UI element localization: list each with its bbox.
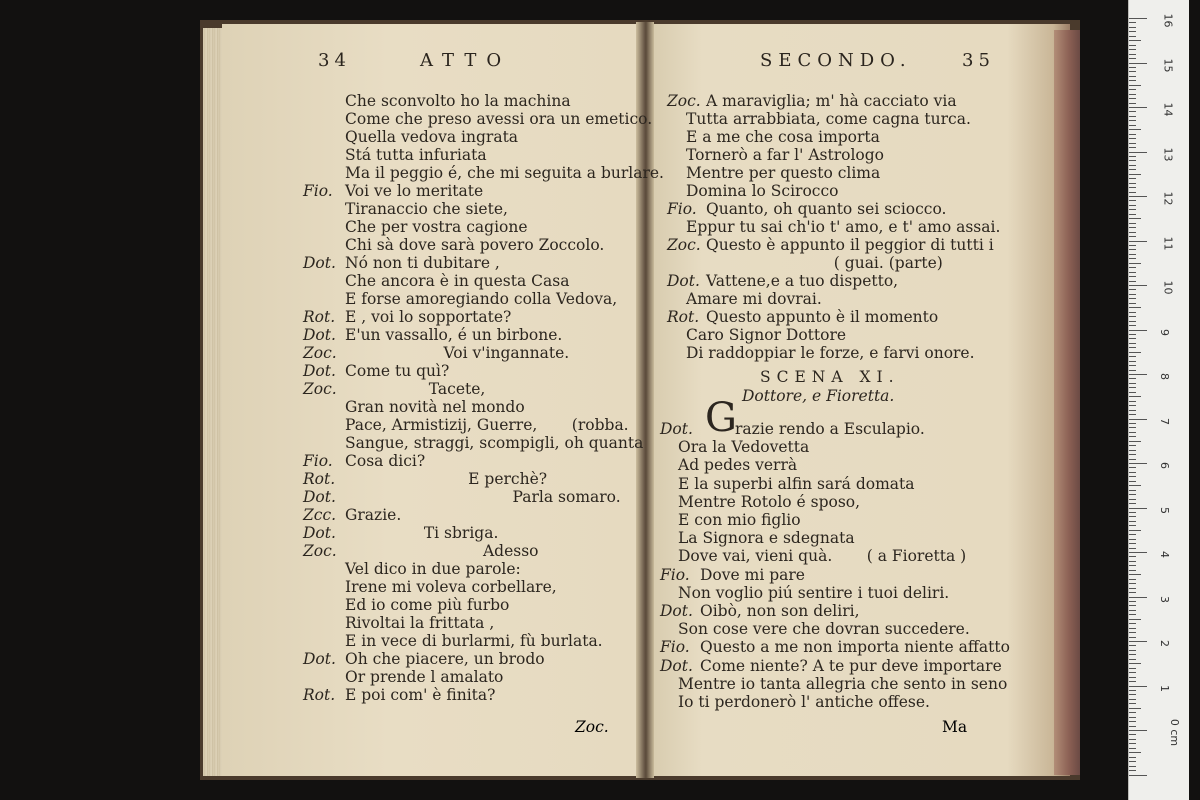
ruler-tick bbox=[1129, 405, 1136, 406]
verse-line: Vel dico in due parole: bbox=[345, 560, 521, 578]
ruler-tick bbox=[1129, 392, 1136, 393]
verse-line: Non voglio piú sentire i tuoi deliri. bbox=[678, 583, 950, 602]
ruler-tick bbox=[1129, 347, 1136, 348]
verse-line: Che per vostra cagione bbox=[345, 218, 528, 236]
ruler-tick bbox=[1129, 663, 1141, 664]
scene-characters: Dottore, e Fioretta. bbox=[742, 387, 895, 405]
ruler-tick bbox=[1129, 556, 1136, 557]
ruler-tick bbox=[1129, 178, 1136, 179]
verse-line: E , voi lo sopportate? bbox=[345, 308, 512, 326]
ruler-tick bbox=[1129, 183, 1136, 184]
speaker-label: Dot. bbox=[303, 488, 336, 506]
verse-line: Mentre io tanta allegria che sento in seno bbox=[678, 674, 1008, 693]
ruler-tick bbox=[1129, 717, 1136, 718]
verse-line: E'un vassallo, é un birbone. bbox=[345, 326, 563, 344]
ruler-tick bbox=[1129, 770, 1136, 771]
ruler-number: 11 bbox=[1161, 236, 1175, 250]
verse-line: Voi ve lo meritate bbox=[345, 182, 484, 200]
ruler-tick bbox=[1129, 686, 1147, 687]
verse-line: Son cose vere che dovran succedere. bbox=[678, 620, 970, 639]
ruler-tick bbox=[1129, 432, 1136, 433]
ruler-tick bbox=[1129, 263, 1141, 264]
ruler-number: 4 bbox=[1158, 551, 1171, 558]
verse-line: Ad pedes verrà bbox=[678, 456, 798, 475]
ruler-tick bbox=[1129, 352, 1141, 353]
ruler-number: 0 cm bbox=[1168, 718, 1182, 747]
ruler-tick bbox=[1129, 134, 1136, 135]
verse-line: Tutta arrabbiata, come cagna turca. bbox=[686, 110, 971, 128]
ruler-tick bbox=[1129, 534, 1136, 535]
verse-line: Come niente? A te pur deve importare bbox=[700, 656, 1002, 675]
right-page-number: 35 bbox=[962, 50, 995, 71]
ruler-number: 15 bbox=[1161, 58, 1175, 72]
ruler-tick bbox=[1129, 645, 1136, 646]
ruler-number: 16 bbox=[1161, 13, 1175, 28]
ruler-tick bbox=[1129, 619, 1141, 620]
verse-line: Irene mi voleva corbellare, bbox=[345, 578, 557, 596]
speaker-label: Rot. bbox=[303, 308, 336, 326]
verse-line: Nó non ti dubitare , bbox=[345, 254, 500, 272]
verse-line: Io ti perdonerò l' antiche offese. bbox=[678, 693, 930, 711]
speaker-label: Rot. bbox=[667, 308, 700, 326]
ruler-tick bbox=[1129, 436, 1136, 437]
verse-line: Parla somaro. bbox=[345, 488, 621, 506]
ruler-tick bbox=[1129, 316, 1136, 317]
ruler-tick bbox=[1129, 512, 1136, 513]
ruler-tick bbox=[1129, 387, 1136, 388]
verse-line: Ed io come più furbo bbox=[345, 596, 510, 614]
ruler-tick bbox=[1129, 570, 1136, 571]
ruler-tick bbox=[1129, 757, 1136, 758]
ruler-tick bbox=[1129, 539, 1136, 540]
ruler-tick bbox=[1129, 192, 1136, 193]
ruler-tick bbox=[1129, 677, 1136, 678]
verse-line: Tiranaccio che siete, bbox=[345, 200, 508, 218]
ruler-tick bbox=[1129, 103, 1136, 104]
ruler-tick bbox=[1129, 227, 1136, 228]
ruler-tick bbox=[1129, 530, 1141, 531]
ruler-tick bbox=[1129, 67, 1136, 68]
ruler-tick bbox=[1129, 76, 1136, 77]
verse-line: Dove mi pare bbox=[700, 565, 805, 584]
ruler-tick bbox=[1129, 423, 1136, 424]
ruler-tick bbox=[1129, 672, 1136, 673]
ruler-tick bbox=[1129, 775, 1147, 776]
speaker-label: Dot. bbox=[667, 272, 700, 290]
verse-line: Come che preso avessi ora un emetico. bbox=[345, 110, 653, 128]
verse-line: Ora la Vedovetta bbox=[678, 438, 810, 457]
verse-line: Or prende l amalato bbox=[345, 668, 504, 686]
ruler-tick bbox=[1129, 71, 1136, 72]
ruler-tick bbox=[1129, 548, 1136, 549]
verse-line: Come tu quì? bbox=[345, 362, 450, 380]
ruler-tick bbox=[1129, 721, 1136, 722]
verse-line: Caro Signor Dottore bbox=[686, 326, 847, 344]
ruler-tick bbox=[1129, 36, 1136, 37]
ruler-tick bbox=[1129, 214, 1136, 215]
ruler-tick bbox=[1129, 370, 1136, 371]
ruler-tick bbox=[1129, 427, 1136, 428]
ruler-tick bbox=[1129, 726, 1136, 727]
ruler-tick bbox=[1129, 623, 1136, 624]
verse-line: Adesso bbox=[345, 542, 539, 560]
left-catchword: Zoc. bbox=[575, 718, 609, 736]
left-page-header: ATTO bbox=[420, 50, 512, 71]
ruler-tick bbox=[1129, 374, 1147, 375]
ruler-tick bbox=[1129, 31, 1136, 32]
scene-title: SCENA XI. bbox=[760, 368, 900, 386]
verse-line: E in vece di burlarmi, fù burlata. bbox=[345, 632, 603, 650]
verse-line: Cosa dici? bbox=[345, 452, 426, 470]
ruler-tick bbox=[1129, 120, 1136, 121]
speaker-label: Dot. bbox=[660, 602, 693, 620]
ruler-tick bbox=[1129, 249, 1136, 250]
ruler-tick bbox=[1129, 98, 1136, 99]
verse-line: Voi v'ingannate. bbox=[345, 344, 570, 362]
ruler-tick bbox=[1129, 245, 1136, 246]
ruler-tick bbox=[1129, 419, 1147, 420]
ruler-tick bbox=[1129, 628, 1136, 629]
ruler-tick bbox=[1129, 156, 1136, 157]
ruler-tick bbox=[1129, 712, 1136, 713]
verse-line: E la superbi alfin sará domata bbox=[678, 474, 915, 493]
speaker-label: Dot. bbox=[303, 524, 336, 542]
ruler-tick bbox=[1129, 605, 1136, 606]
ruler-tick bbox=[1129, 748, 1136, 749]
ruler-tick bbox=[1129, 583, 1136, 584]
verse-line: Grazie. bbox=[345, 506, 402, 524]
speaker-label: Zcc. bbox=[303, 506, 337, 524]
ruler-tick bbox=[1129, 690, 1136, 691]
speaker-label: Dot. bbox=[303, 362, 336, 380]
ruler-number: 10 bbox=[1161, 280, 1175, 295]
ruler-tick bbox=[1129, 396, 1141, 397]
ruler-tick bbox=[1129, 165, 1136, 166]
ruler-tick bbox=[1129, 410, 1136, 411]
ruler-tick bbox=[1129, 209, 1136, 210]
verse-line: Quanto, oh quanto sei sciocco. bbox=[706, 200, 947, 218]
speaker-label: Zoc. bbox=[303, 542, 337, 560]
ruler-tick bbox=[1129, 454, 1136, 455]
verse-line: Domina lo Scirocco bbox=[686, 182, 839, 200]
verse-line: Stá tutta infuriata bbox=[345, 146, 487, 164]
ruler-tick bbox=[1129, 129, 1141, 130]
ruler-tick bbox=[1129, 365, 1136, 366]
verse-line: E con mio figlio bbox=[678, 511, 801, 529]
measuring-ruler bbox=[1128, 0, 1189, 800]
ruler-number: 1 bbox=[1158, 684, 1171, 692]
ruler-tick bbox=[1129, 49, 1136, 50]
ruler-number: 8 bbox=[1158, 373, 1171, 380]
verse-line: Amare mi dovrai. bbox=[686, 290, 822, 308]
ruler-tick bbox=[1129, 111, 1136, 112]
ruler-tick bbox=[1129, 45, 1136, 46]
ruler-tick bbox=[1129, 58, 1136, 59]
ruler-tick bbox=[1129, 574, 1141, 575]
verse-line: Quella vedova ingrata bbox=[345, 128, 519, 146]
speaker-label: Dot. bbox=[303, 326, 336, 344]
speaker-label: Fio. bbox=[660, 638, 690, 657]
ruler-number: 9 bbox=[1158, 328, 1171, 336]
verse-line: Oh che piacere, un brodo bbox=[345, 650, 545, 668]
speaker-label: Rot. bbox=[303, 686, 336, 704]
speaker-label: Fio. bbox=[660, 565, 690, 584]
verse-line: Che ancora è in questa Casa bbox=[345, 272, 570, 290]
right-page-edge bbox=[1054, 30, 1080, 775]
verse-line: E forse amoregiando colla Vedova, bbox=[345, 290, 618, 308]
ruler-tick bbox=[1129, 232, 1136, 233]
ruler-tick bbox=[1129, 525, 1136, 526]
ruler-tick bbox=[1129, 499, 1136, 500]
ruler-tick bbox=[1129, 743, 1136, 744]
ruler-tick bbox=[1129, 485, 1141, 486]
ruler-tick bbox=[1129, 200, 1136, 201]
verse-line: razie rendo a Esculapio. bbox=[735, 420, 925, 438]
ruler-tick bbox=[1129, 27, 1136, 28]
ruler-tick bbox=[1129, 356, 1136, 357]
ruler-tick bbox=[1129, 312, 1136, 313]
ruler-tick bbox=[1129, 330, 1147, 331]
ruler-tick bbox=[1129, 40, 1141, 41]
ruler-tick bbox=[1129, 641, 1147, 642]
ruler-tick bbox=[1129, 734, 1136, 735]
verse-line: La Signora e sdegnata bbox=[678, 529, 855, 548]
ruler-tick bbox=[1129, 258, 1136, 259]
verse-line: Eppur tu sai ch'io t' amo, e t' amo assai. bbox=[686, 218, 1001, 236]
ruler-tick bbox=[1129, 307, 1141, 308]
ruler-number: 5 bbox=[1158, 506, 1171, 514]
drop-cap: G bbox=[705, 395, 737, 441]
verse-line: Tornerò a far l' Astrologo bbox=[686, 146, 884, 164]
verse-line: A maraviglia; m' hà cacciato via bbox=[706, 92, 957, 110]
ruler-tick bbox=[1129, 472, 1136, 473]
ruler-tick bbox=[1129, 276, 1136, 277]
verse-line: Mentre per questo clima bbox=[686, 164, 881, 182]
ruler-tick bbox=[1129, 267, 1136, 268]
ruler-tick bbox=[1129, 654, 1136, 655]
ruler-number: 6 bbox=[1158, 462, 1171, 469]
speaker-label: Fio. bbox=[303, 182, 333, 200]
ruler-tick bbox=[1129, 401, 1136, 402]
ruler-tick bbox=[1129, 694, 1136, 695]
speaker-label: Zoc. bbox=[303, 380, 337, 398]
ruler-tick bbox=[1129, 169, 1136, 170]
speaker-label: Rot. bbox=[303, 470, 336, 488]
ruler-tick bbox=[1129, 450, 1136, 451]
ruler-tick bbox=[1129, 18, 1147, 19]
ruler-tick bbox=[1129, 343, 1136, 344]
ruler-number: 13 bbox=[1161, 147, 1175, 161]
ruler-tick bbox=[1129, 614, 1136, 615]
verse-line: Oibò, non son deliri, bbox=[700, 602, 860, 620]
ruler-tick bbox=[1129, 298, 1136, 299]
speaker-label: Fio. bbox=[303, 452, 333, 470]
ruler-tick bbox=[1129, 632, 1136, 633]
ruler-tick bbox=[1129, 508, 1147, 509]
ruler-tick bbox=[1129, 174, 1141, 175]
ruler-tick bbox=[1129, 205, 1136, 206]
ruler-tick bbox=[1129, 254, 1136, 255]
verse-line: ( guai. (parte) bbox=[686, 254, 943, 272]
ruler-tick bbox=[1129, 22, 1136, 23]
ruler-tick bbox=[1129, 116, 1136, 117]
verse-line: Di raddoppiar le forze, e farvi onore. bbox=[686, 344, 975, 362]
speaker-label: Dot. bbox=[303, 650, 336, 668]
ruler-tick bbox=[1129, 338, 1136, 339]
ruler-tick bbox=[1129, 579, 1136, 580]
ruler-tick bbox=[1129, 218, 1141, 219]
ruler-tick bbox=[1129, 187, 1136, 188]
ruler-tick bbox=[1129, 54, 1136, 55]
ruler-tick bbox=[1129, 521, 1136, 522]
ruler-tick bbox=[1129, 361, 1136, 362]
ruler-tick bbox=[1129, 241, 1147, 242]
ruler-number: 12 bbox=[1161, 191, 1175, 206]
speaker-label: Dot. bbox=[660, 656, 693, 675]
ruler-tick bbox=[1129, 699, 1136, 700]
ruler-tick bbox=[1129, 730, 1147, 731]
ruler-tick bbox=[1129, 543, 1136, 544]
speaker-label: Dot. bbox=[303, 254, 336, 272]
ruler-tick bbox=[1129, 659, 1136, 660]
verse-line: Questo è appunto il peggior di tutti i bbox=[706, 236, 994, 254]
ruler-tick bbox=[1129, 481, 1136, 482]
ruler-tick bbox=[1129, 467, 1136, 468]
ruler-tick bbox=[1129, 650, 1136, 651]
ruler-tick bbox=[1129, 752, 1141, 753]
ruler-tick bbox=[1129, 463, 1147, 464]
verse-line: Tacete, bbox=[345, 380, 486, 398]
ruler-tick bbox=[1129, 414, 1136, 415]
ruler-number: 3 bbox=[1158, 595, 1171, 603]
ruler-tick bbox=[1129, 378, 1136, 379]
ruler-tick bbox=[1129, 441, 1141, 442]
verse-line: E poi com' è finita? bbox=[345, 686, 496, 704]
verse-line: Che sconvolto ho la machina bbox=[345, 92, 571, 110]
verse-line: Chi sà dove sarà povero Zoccolo. bbox=[345, 236, 605, 254]
ruler-tick bbox=[1129, 766, 1136, 767]
ruler-tick bbox=[1129, 490, 1136, 491]
speaker-label: Zoc. bbox=[303, 344, 337, 362]
speaker-label: Zoc. bbox=[667, 92, 701, 110]
ruler-tick bbox=[1129, 80, 1136, 81]
ruler-tick bbox=[1129, 681, 1136, 682]
ruler-tick bbox=[1129, 89, 1136, 90]
ruler-number: 14 bbox=[1161, 102, 1175, 117]
ruler-tick bbox=[1129, 289, 1136, 290]
verse-line: Questo a me non importa niente affatto bbox=[700, 638, 1010, 657]
ruler-tick bbox=[1129, 147, 1136, 148]
verse-line: E perchè? bbox=[345, 470, 548, 488]
ruler-tick bbox=[1129, 459, 1136, 460]
ruler-tick bbox=[1129, 285, 1147, 286]
verse-line: Pace, Armistizij, Guerre, (robba. bbox=[345, 416, 629, 434]
ruler-tick bbox=[1129, 321, 1136, 322]
ruler-tick bbox=[1129, 588, 1136, 589]
ruler-tick bbox=[1129, 552, 1147, 553]
ruler-tick bbox=[1129, 236, 1136, 237]
ruler-tick bbox=[1129, 94, 1136, 95]
verse-line: Dove vai, vieni quà. ( a Fioretta ) bbox=[678, 547, 967, 566]
ruler-tick bbox=[1129, 160, 1136, 161]
ruler-tick bbox=[1129, 503, 1136, 504]
ruler-tick bbox=[1129, 303, 1136, 304]
verse-line: Vattene,e a tuo dispetto, bbox=[706, 272, 899, 290]
book-gutter bbox=[636, 22, 654, 778]
ruler-tick bbox=[1129, 334, 1136, 335]
ruler-tick bbox=[1129, 196, 1147, 197]
verse-line: Rivoltai la frittata , bbox=[345, 614, 495, 632]
ruler-number: 2 bbox=[1158, 640, 1171, 647]
ruler-tick bbox=[1129, 85, 1141, 86]
right-catchword: Ma bbox=[942, 718, 968, 736]
ruler-tick bbox=[1129, 708, 1141, 709]
ruler-tick bbox=[1129, 383, 1136, 384]
ruler-tick bbox=[1129, 138, 1136, 139]
ruler-tick bbox=[1129, 610, 1136, 611]
left-page-number: 34 bbox=[318, 50, 351, 71]
ruler-tick bbox=[1129, 476, 1136, 477]
ruler-tick bbox=[1129, 592, 1136, 593]
ruler-tick bbox=[1129, 494, 1136, 495]
ruler-tick bbox=[1129, 143, 1136, 144]
ruler-number: 7 bbox=[1158, 417, 1171, 425]
verse-line: E a me che cosa importa bbox=[686, 128, 880, 146]
ruler-tick bbox=[1129, 637, 1136, 638]
ruler-tick bbox=[1129, 561, 1136, 562]
ruler-tick bbox=[1129, 761, 1136, 762]
ruler-tick bbox=[1129, 152, 1147, 153]
verse-line: Ti sbriga. bbox=[345, 524, 499, 542]
speaker-label: Zoc. bbox=[667, 236, 701, 254]
ruler-tick bbox=[1129, 223, 1136, 224]
speaker-label: Dot. bbox=[660, 420, 693, 438]
verse-line: Mentre Rotolo é sposo, bbox=[678, 492, 861, 511]
ruler-tick bbox=[1129, 703, 1136, 704]
ruler-tick bbox=[1129, 597, 1147, 598]
ruler-tick bbox=[1129, 739, 1136, 740]
verse-line: Questo appunto è il momento bbox=[706, 308, 939, 326]
verse-line: Ma il peggio é, che mi seguita a burlare. bbox=[345, 164, 664, 182]
ruler-tick bbox=[1129, 601, 1136, 602]
ruler-tick bbox=[1129, 325, 1136, 326]
ruler-tick bbox=[1129, 272, 1136, 273]
ruler-tick bbox=[1129, 63, 1147, 64]
ruler-tick bbox=[1129, 445, 1136, 446]
verse-line: Gran novità nel mondo bbox=[345, 398, 525, 416]
speaker-label: Fio. bbox=[667, 200, 697, 218]
ruler-tick bbox=[1129, 281, 1136, 282]
right-page-header: SECONDO. bbox=[760, 50, 912, 71]
verse-line: Sangue, straggi, scompigli, oh quanta bbox=[345, 434, 644, 452]
ruler-tick bbox=[1129, 565, 1136, 566]
ruler-tick bbox=[1129, 516, 1136, 517]
ruler-tick bbox=[1129, 668, 1136, 669]
ruler-tick bbox=[1129, 125, 1136, 126]
ruler-tick bbox=[1129, 294, 1136, 295]
ruler-tick bbox=[1129, 107, 1147, 108]
